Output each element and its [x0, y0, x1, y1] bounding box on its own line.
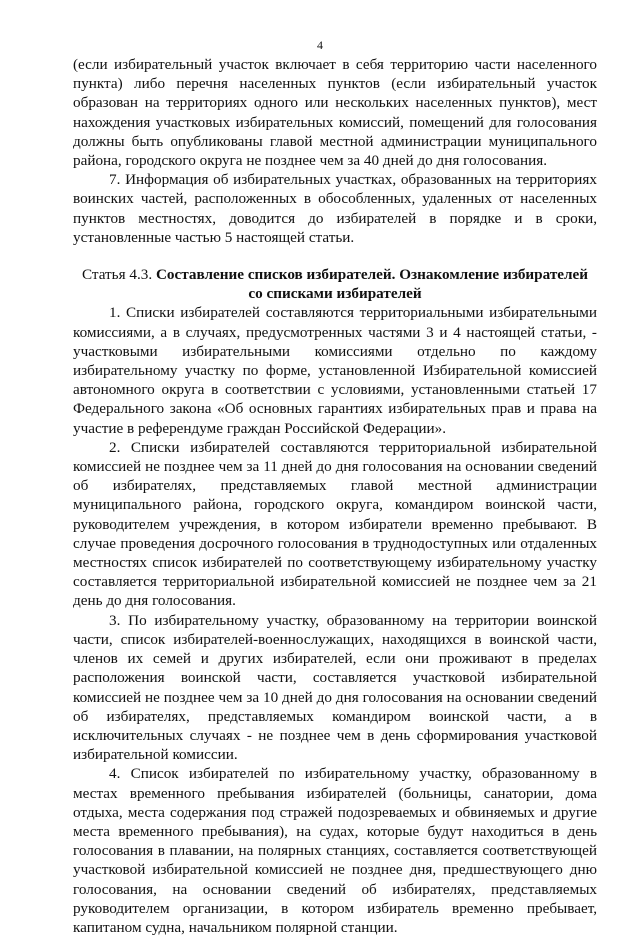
- article-paragraph-3: 3. По избирательному участку, образованному на территории воинской части, список избирателей-военнослужащих, находящихся в воинской части, членов их семей и других избирателей, если они проживают в пределах расположения воинской части, составляется участковой избирательной комиссией не позднее чем за 10 дней до дня голосования на основании сведений об избирателях, представляемых командиром воинской части, а в исключительных случаях - не позднее чем в день сформирования участковой избирательной комиссии.: [73, 611, 597, 764]
- article-paragraph-1: 1. Списки избирателей составляются территориальными избирательными комиссиями, а в случаях, предусмотренных частями 3 и 4 настоящей статьи, - участковыми избирательными комиссиями отдельно по каждому избирательному участку по форме, установленной Избирательной комиссией автономного округа в соответствии с условиями, установленными статьей 17 Федерального закона «Об основных гарантиях избирательных прав и права на участие в референдуме граждан Российской Федерации».: [73, 304, 597, 437]
- article-title: Составление списков избирателей. Ознакомление избирателей со списками избирателей: [155, 266, 589, 303]
- article-heading: [73, 265, 597, 303]
- page-number: 4: [317, 38, 323, 52]
- paragraph-continuation: (если избирательный участок включает в себя территорию части населенного пункта) либо перечня населенных пунктов (если избирательный участок образован на территориях одного или нескольких населенных пунктов), мест нахождения участковых избирательных комиссий, помещений для голосования должны быть опубликованы главой местной администрации муниципального района, городского округа не позднее чем за 40 дней до дня голосования.: [73, 56, 597, 170]
- article-number: Статья 4.3.: [81, 266, 153, 284]
- article-paragraph-4: 4. Список избирателей по избирательному участку, образованному в местах временного пребывания избирателей (больницы, санатории, дома отдыха, места содержания под стражей подозреваемых и обвиняемых и другие места временного пребывания), на судах, которые будут находиться в день голосования в плавании, на полярных станциях, составляется соответствующей участковой избирательной комиссией не позднее дня, предшествующего дню голосования, на основании сведений об избирателях, представляемых руководителем организации, в котором избиратель временно пребывает, капитаном судна, начальником полярной станции.: [73, 765, 597, 936]
- article-paragraph-2: 2. Списки избирателей составляются территориальной избирательной комиссией не позднее чем за 11 дней до дня голосования на основании сведений об избирателях, представляемых главой местной администрации муниципального района, городского округа, командиром воинской части, руководителем учреждения, в котором избиратели временно пребывают. В случае проведения досрочного голосования в труднодоступных или отдаленных местностях список избирателей по соответствующему избирательному участку составляется территориальной избирательной комиссией не позднее чем за 21 день до дня голосования.: [73, 438, 597, 610]
- paragraph-7: 7. Информация об избирательных участках, образованных на территориях воинских частей, расположенных в обособленных, удаленных от населенных пунктов местностях, доводится до избирателей в порядке и в сроки, установленные частью 5 настоящей статьи.: [73, 171, 597, 246]
- document-body: [73, 55, 597, 937]
